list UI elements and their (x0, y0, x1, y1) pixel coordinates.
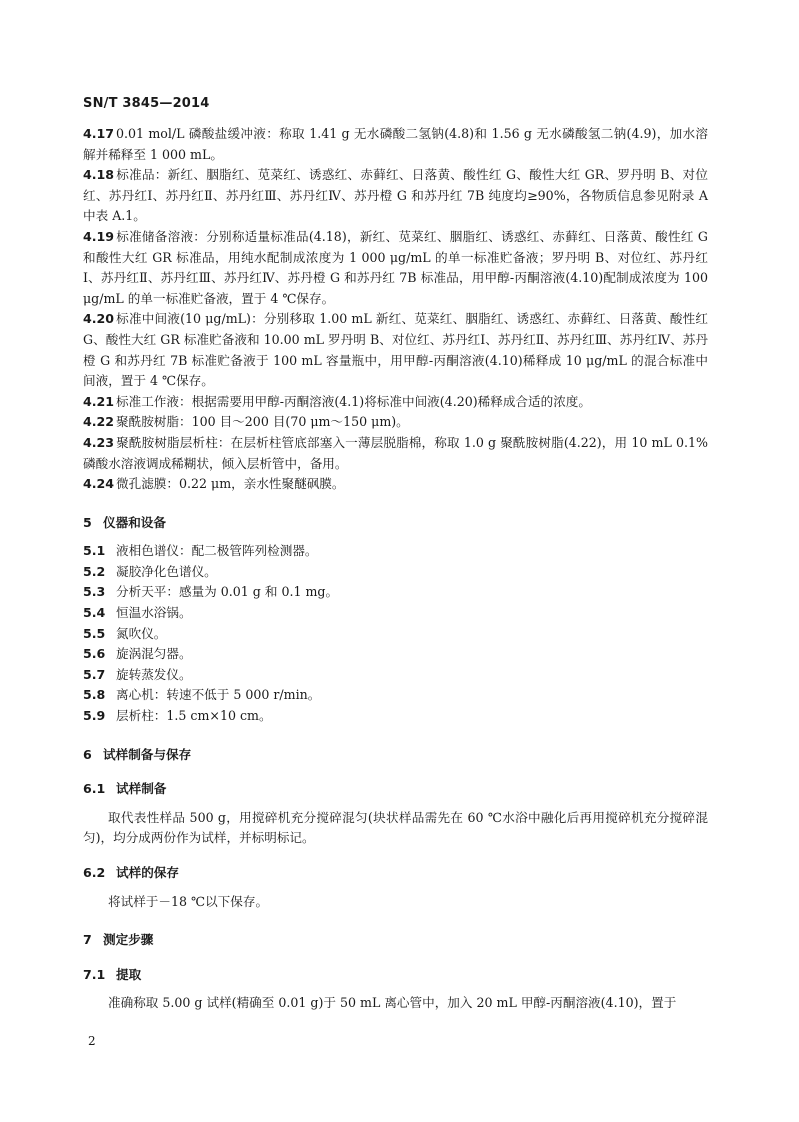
clause-number: 5.8 (83, 687, 106, 703)
clause-5-6 (83, 644, 708, 665)
clause-4-23 (83, 433, 708, 474)
section-6-heading (83, 745, 708, 766)
clause-4-18 (83, 165, 708, 227)
clause-text: 微孔滤膜：0.22 μm，亲水性聚醚砜膜。 (116, 476, 345, 492)
spacer (83, 849, 708, 863)
clause-text: 离心机：转速不低于 5 000 r/min。 (116, 687, 321, 703)
document-body (83, 124, 708, 1014)
clause-number: 5.7 (83, 666, 106, 682)
clause-text: 聚酰胺树脂层析柱：在层析柱管底部塞入一薄层脱脂棉，称取 1.0 g 聚酰胺树脂(4.22)，用 10 mL 0.1%磷酸水溶液调成稀糊状，倾入层析管中，备用。 (83, 434, 708, 471)
clause-text: 标准储备溶液：分别称适量标准品(4.18)，新红、苋菜红、胭脂红、诱惑红、赤藓红、日落黄、酸性红 G 和酸性大红 GR 标准品，用纯水配制成浓度为 1 000 μg/mL 的单一标准贮备液；罗丹明 B、对位红、苏丹红Ⅰ、苏丹红Ⅱ、苏丹红Ⅲ、苏丹红Ⅳ、苏丹橙 G 和苏丹红 7B 标准品，用甲醇-丙酮溶液(4.10)配制成浓度为 100 μg/mL 的单一标准贮备液，置于 4 ℃保存。 (83, 228, 708, 306)
clause-text: 标准中间液(10 μg/mL)：分别移取 1.00 mL 新红、苋菜红、胭脂红、诱惑红、赤藓红、日落黄、酸性红 G、酸性大红 GR 标准贮备液和 10.00 mL 罗丹明 B、对位红、苏丹红Ⅰ、苏丹红Ⅱ、苏丹红Ⅲ、苏丹红Ⅳ、苏丹橙 G 和苏丹红 7B 标准贮备液于 100 mL 容量瓶中，用甲醇-丙酮溶液(4.10)稀释成 10 μg/mL 的混合标准中间液，置于 4 ℃保存。 (83, 311, 708, 389)
section-5-heading (83, 513, 708, 534)
spacer (83, 495, 708, 513)
clause-text: 凝胶净化色谱仪。 (116, 563, 217, 579)
clause-number: 4.21 (83, 393, 115, 409)
paragraph-6-1: 取代表性样品 500 g，用搅碎机充分搅碎混匀(块状样品需先在 60 ℃水浴中融化后再用搅碎机充分搅碎混匀)，均分成两份作为试样，并标明标记。 (83, 809, 708, 846)
section-title: 测定步骤 (103, 932, 154, 948)
section-number: 7 (83, 932, 92, 948)
clause-number: 4.18 (83, 167, 115, 183)
clause-number: 5.1 (83, 543, 106, 559)
subsection-title: 试样的保存 (116, 865, 179, 880)
section-number: 5 (83, 514, 92, 530)
subsection-title: 试样制备 (116, 781, 167, 797)
subsection-number: 7.1 (83, 966, 106, 982)
clause-number: 5.4 (83, 605, 106, 621)
subsection-number: 6.1 (83, 781, 106, 797)
clause-5-5 (83, 624, 708, 645)
clause-text: 分析天平：感量为 0.01 g 和 0.1 mg。 (116, 584, 339, 600)
clause-text: 旋转蒸发仪。 (116, 666, 192, 682)
clause-number: 4.23 (83, 434, 115, 450)
clause-number: 5.3 (83, 584, 106, 600)
section-title: 仪器和设备 (103, 514, 166, 530)
section-title: 试样制备与保存 (103, 746, 192, 762)
clause-text: 旋涡混匀器。 (116, 646, 192, 662)
spacer (83, 533, 708, 541)
clause-number: 4.22 (83, 414, 115, 430)
clause-text: 液相色谱仪：配二极管阵列检测器。 (116, 543, 318, 559)
clause-5-2 (83, 562, 708, 583)
clause-text: 层析柱：1.5 cm×10 cm。 (116, 708, 272, 724)
section-7-heading (83, 930, 708, 951)
page-number: 2 (88, 1034, 96, 1048)
clause-5-1 (83, 541, 708, 562)
clause-text: 氮吹仪。 (116, 625, 167, 641)
paragraph-6-2: 将试样于－18 ℃以下保存。 (108, 893, 269, 909)
standard-code: SN/T 3845—2014 (83, 96, 210, 111)
clause-5-7 (83, 665, 708, 686)
clause-4-21 (83, 392, 708, 413)
clause-5-9 (83, 706, 708, 727)
clause-5-4 (83, 603, 708, 624)
paragraph-7-1: 准确称取 5.00 g 试样(精确至 0.01 g)于 50 mL 离心管中，加入 20 mL 甲醇-丙酮溶液(4.10)，置于 (108, 995, 677, 1011)
spacer (83, 765, 708, 779)
subsection-number: 6.2 (83, 865, 106, 880)
clause-number: 5.6 (83, 646, 106, 662)
subsection-6-2-heading (83, 863, 708, 884)
clause-number: 4.19 (83, 228, 115, 244)
clause-text: 聚酰胺树脂：100 目～200 目(70 μm～150 μm)。 (116, 414, 409, 430)
clause-number: 4.17 (83, 126, 115, 141)
spacer (83, 985, 708, 993)
spacer (83, 884, 708, 892)
clause-number: 5.9 (83, 708, 106, 724)
clause-text: 标准品：新红、胭脂红、苋菜红、诱惑红、赤藓红、日落黄、酸性红 G、酸性大红 GR、罗丹明 B、对位红、苏丹红Ⅰ、苏丹红Ⅱ、苏丹红Ⅲ、苏丹红Ⅳ、苏丹橙 G 和苏丹红 7B 纯度均≥90%，各物质信息参见附录 A 中表 A.1。 (83, 167, 708, 224)
clause-number: 5.2 (83, 563, 106, 579)
clause-4-19 (83, 227, 708, 309)
clause-text: 标准工作液：根据需要用甲醇-丙酮溶液(4.1)将标准中间液(4.20)稀释成合适的浓度。 (116, 393, 591, 409)
spacer (83, 951, 708, 965)
subsection-7-1-heading (83, 965, 708, 986)
subsection-6-1-heading (83, 779, 708, 800)
clause-number: 4.24 (83, 476, 115, 492)
clause-4-22 (83, 412, 708, 433)
clause-text: 恒温水浴锅。 (116, 605, 192, 621)
spacer (83, 800, 708, 808)
clause-number: 4.20 (83, 311, 115, 327)
spacer (83, 727, 708, 745)
clause-5-8 (83, 685, 708, 706)
clause-4-20 (83, 309, 708, 391)
clause-4-17 (83, 124, 708, 165)
clause-4-24 (83, 474, 708, 495)
subsection-title: 提取 (116, 966, 142, 982)
clause-5-3 (83, 582, 708, 603)
section-number: 6 (83, 746, 92, 762)
spacer (83, 912, 708, 930)
clause-number: 5.5 (83, 625, 106, 641)
clause-text: 0.01 mol/L 磷酸盐缓冲液：称取 1.41 g 无水磷酸二氢钠(4.8)和 1.56 g 无水磷酸氢二钠(4.9)，加水溶解并稀释至 1 000 mL。 (83, 126, 708, 162)
